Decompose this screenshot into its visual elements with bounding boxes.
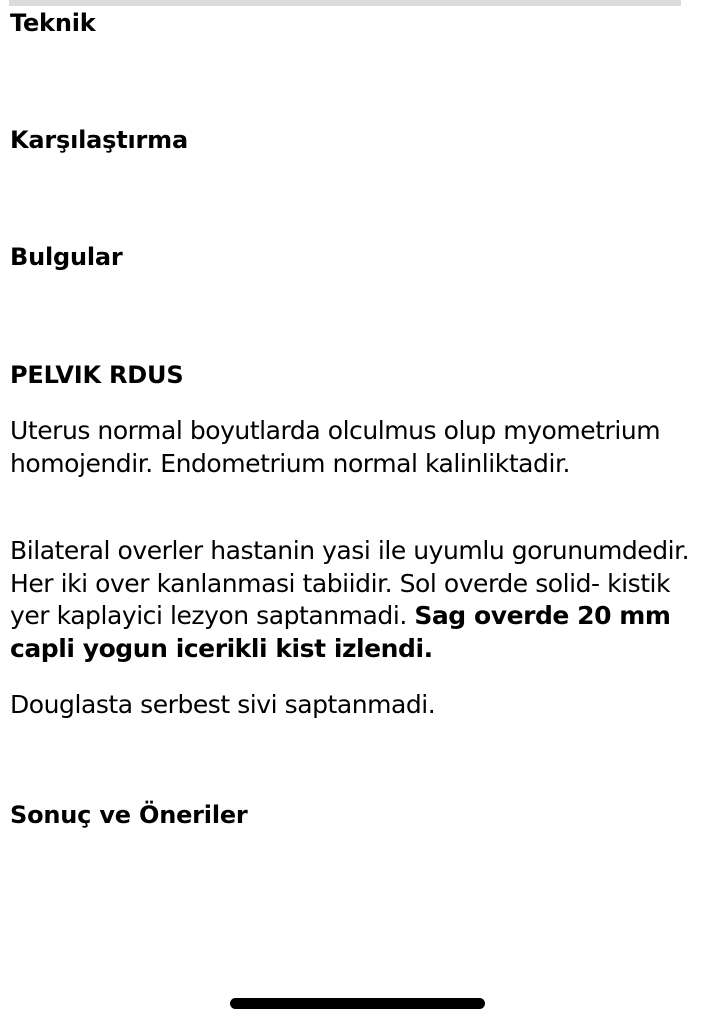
- top-scroll-edge: [9, 0, 681, 6]
- heading-sonuc-oneriler: Sonuç ve Öneriler: [10, 801, 248, 829]
- paragraph-overler-text: Bilateral overler hastanin yasi ile uyumlu gorunumdedir. Her iki over kanlanmasi tabiidir. Sol overde solid- kistik yer kaplayici lezyon saptanmadi.: [10, 536, 690, 630]
- heading-pelvik-rdus: PELVIK RDUS: [10, 361, 184, 389]
- heading-bulgular: Bulgular: [10, 243, 123, 271]
- home-indicator[interactable]: [230, 998, 485, 1009]
- paragraph-douglas: Douglasta serbest sivi saptanmadi.: [10, 690, 436, 719]
- heading-karsilastirma: Karşılaştırma: [10, 126, 188, 154]
- paragraph-overler: [10, 535, 710, 665]
- paragraph-overler-finding: Sag overde 20 mm capli yogun icerikli kist izlendi.: [10, 601, 671, 663]
- heading-teknik: Teknik: [10, 9, 96, 37]
- paragraph-uterus: Uterus normal boyutlarda olculmus olup myometrium homojendir. Endometrium normal kalinliktadir.: [10, 416, 661, 478]
